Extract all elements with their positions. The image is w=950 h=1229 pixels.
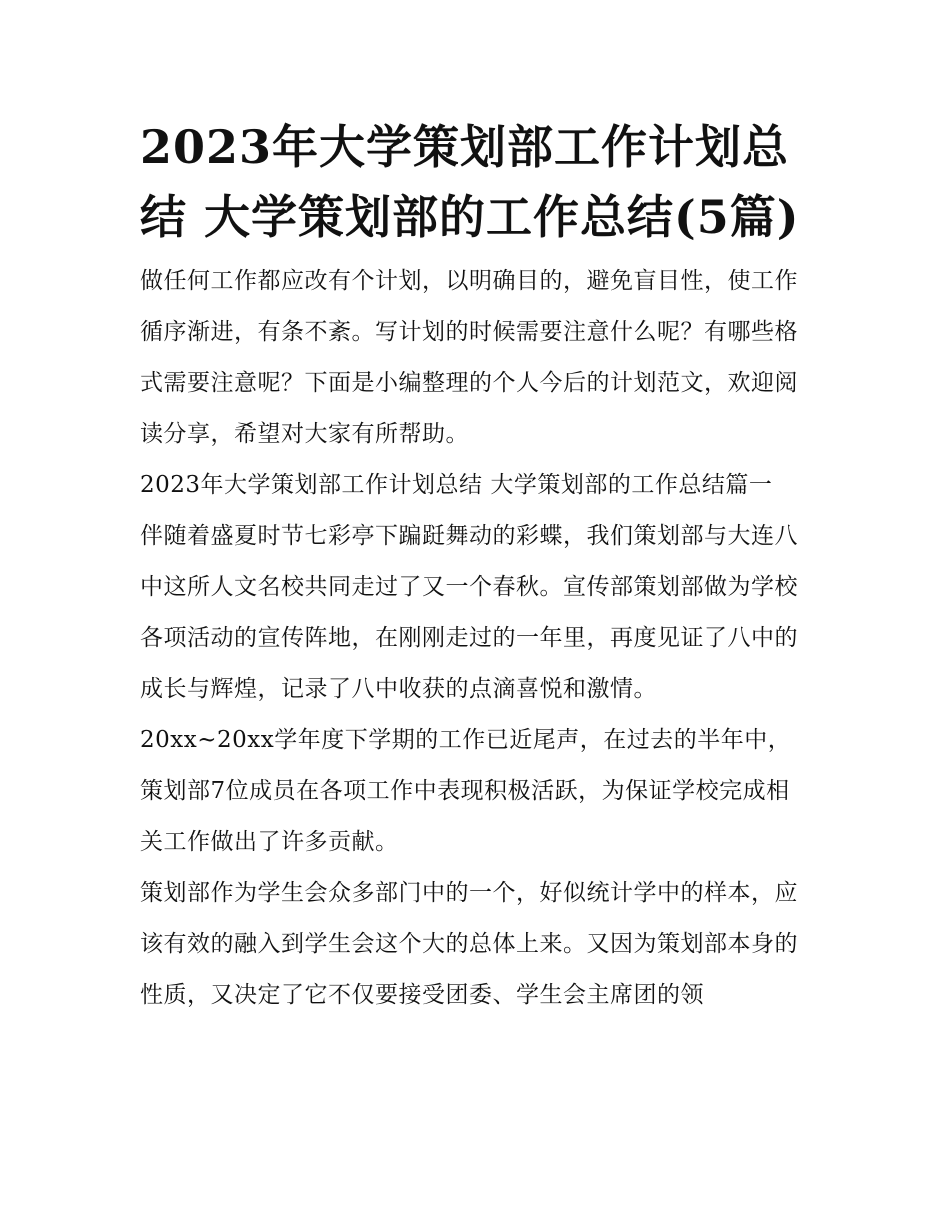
document-body [140, 112, 812, 1021]
section-heading: 2023年大学策划部工作计划总结 大学策划部的工作总结篇一 [140, 472, 773, 498]
paragraph: 伴随着盛夏时节七彩亭下蹁跹舞动的彩蝶，我们策划部与大连八中这所人文名校共同走过了又一个春秋。宣传部策划部做为学校各项活动的宣传阵地，在刚刚走过的一年里，再度见证了八中的成长与辉煌，记录了八中收获的点滴喜悦和激情。 [140, 523, 798, 702]
paragraph: 20xx~20xx学年度下学期的工作已近尾声，在过去的半年中，策划部7位成员在各项工作中表现积极活跃，为保证学校完成相关工作做出了许多贡献。 [140, 727, 792, 855]
paragraph: 策划部作为学生会众多部门中的一个，好似统计学中的样本，应该有效的融入到学生会这个大的总体上来。又因为策划部本身的性质，又决定了它不仅要接受团委、学生会主席团的领 [140, 880, 798, 1008]
paragraph-intro: 做任何工作都应改有个计划，以明确目的，避免盲目性，使工作循序渐进，有条不紊。写计划的时候需要注意什么呢？有哪些格式需要注意呢？下面是小编整理的个人今后的计划范文，欢迎阅读分享，希望对大家有所帮助。 [140, 268, 798, 447]
document-title: 2023年大学策划部工作计划总结 大学策划部的工作总结(5篇) [140, 120, 800, 244]
